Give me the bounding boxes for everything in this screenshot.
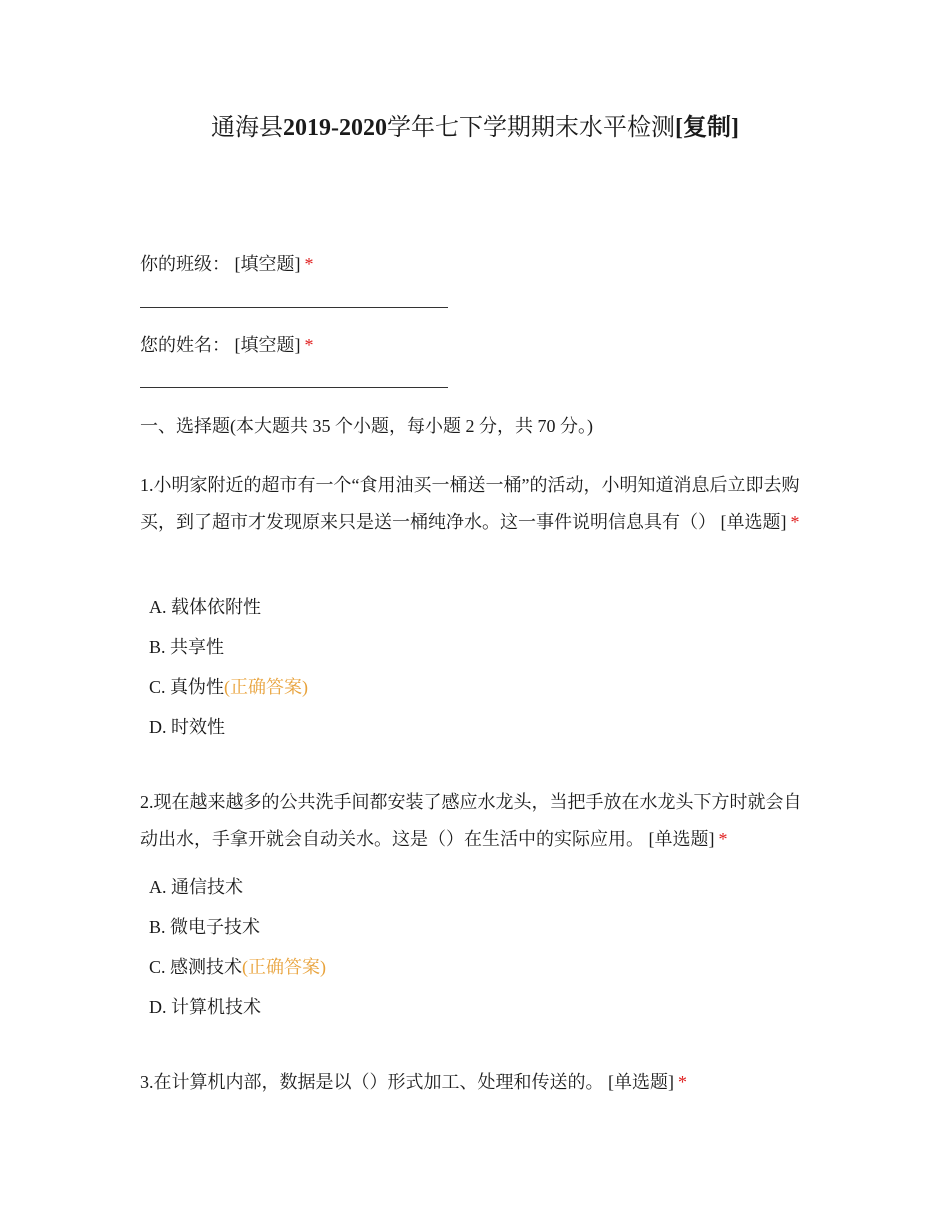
q1-option-a[interactable] bbox=[149, 595, 261, 619]
question-3-type: [单选题] bbox=[608, 1072, 674, 1092]
field-class-label-row bbox=[140, 252, 314, 276]
option-letter: B. bbox=[149, 917, 166, 937]
q2-option-a[interactable] bbox=[149, 875, 243, 899]
option-text: 载体依附性 bbox=[171, 597, 261, 617]
correct-answer-marker: (正确答案) bbox=[224, 677, 309, 697]
option-letter: B. bbox=[149, 637, 166, 657]
option-letter: D. bbox=[149, 997, 167, 1017]
q2-option-d[interactable] bbox=[149, 995, 261, 1019]
correct-answer-marker: (正确答案) bbox=[242, 957, 327, 977]
question-1 bbox=[140, 467, 810, 541]
required-marker: * bbox=[678, 1072, 687, 1092]
q1-option-c[interactable] bbox=[149, 675, 308, 699]
title-prefix: 通海县 bbox=[211, 115, 283, 141]
question-2-text: 2.现在越来越多的公共洗手间都安装了感应水龙头，当把手放在水龙头下方时就会自动出水，手拿开就会自动关水。这是（）在生活中的实际应用。 bbox=[140, 792, 802, 849]
field-name-label-row bbox=[140, 333, 314, 357]
option-text: 感测技术 bbox=[170, 957, 243, 977]
option-text: 真伪性 bbox=[170, 677, 225, 697]
option-text: 时效性 bbox=[171, 717, 225, 737]
section-heading: 一、选择题(本大题共 35 个小题，每小题 2 分，共 70 分。) bbox=[140, 416, 593, 436]
question-1-text: 1.小明家附近的超市有一个“食用油买一桶送一桶”的活动，小明知道消息后立即去购买，到了超市才发现原来只是送一桶纯净水。这一事件说明信息具有（） bbox=[140, 475, 800, 532]
option-text: 通信技术 bbox=[171, 877, 243, 897]
field-name-label: 您的姓名： bbox=[140, 335, 230, 355]
q2-option-c[interactable] bbox=[149, 955, 326, 979]
class-input-line[interactable] bbox=[140, 307, 448, 308]
question-3 bbox=[140, 1070, 687, 1094]
option-letter: A. bbox=[149, 877, 167, 897]
option-letter: C. bbox=[149, 677, 166, 697]
title-copy-tag: [复制] bbox=[675, 115, 739, 141]
option-text: 共享性 bbox=[170, 637, 225, 657]
option-letter: A. bbox=[149, 597, 167, 617]
question-2-type: [单选题] bbox=[648, 829, 715, 849]
required-marker: * bbox=[304, 254, 314, 274]
required-marker: * bbox=[304, 335, 314, 355]
q1-option-d[interactable] bbox=[149, 715, 225, 739]
question-2 bbox=[140, 784, 810, 858]
field-class-label: 你的班级： bbox=[140, 254, 230, 274]
option-letter: D. bbox=[149, 717, 167, 737]
required-marker: * bbox=[718, 829, 728, 849]
page-title bbox=[0, 112, 950, 144]
question-3-text: 3.在计算机内部，数据是以（）形式加工、处理和传送的。 bbox=[140, 1072, 604, 1092]
name-input-line[interactable] bbox=[140, 387, 448, 388]
field-class-type: [填空题] bbox=[234, 254, 301, 274]
title-main: 学年七下学期期末水平检测 bbox=[387, 115, 675, 141]
option-text: 微电子技术 bbox=[170, 917, 261, 937]
question-1-type: [单选题] bbox=[720, 512, 787, 532]
required-marker: * bbox=[790, 512, 800, 532]
title-year: 2019-2020 bbox=[283, 115, 387, 141]
field-name-type: [填空题] bbox=[234, 335, 301, 355]
q2-option-b[interactable] bbox=[149, 915, 260, 939]
option-text: 计算机技术 bbox=[171, 997, 261, 1017]
q1-option-b[interactable] bbox=[149, 635, 224, 659]
option-letter: C. bbox=[149, 957, 166, 977]
